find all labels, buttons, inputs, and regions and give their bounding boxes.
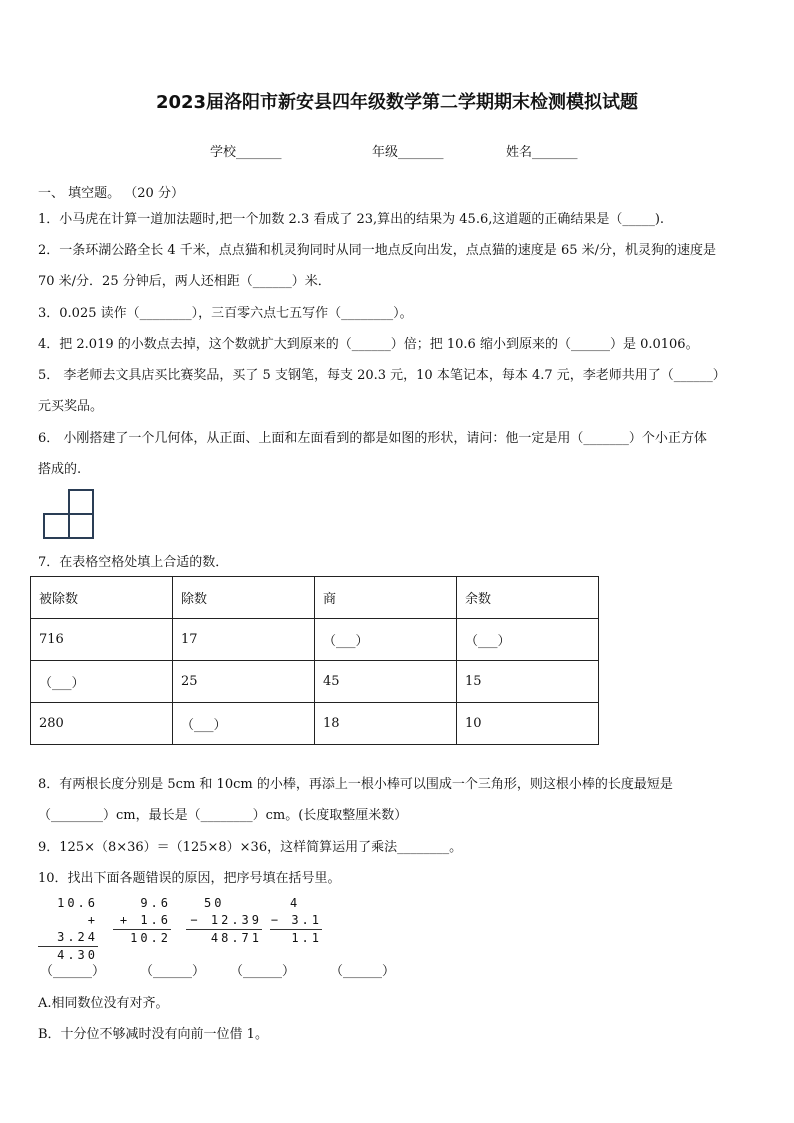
table-cell: 18 (315, 703, 457, 745)
vertical-calc-1 (38, 895, 98, 964)
question-5-line2: 元买奖品。 (38, 399, 104, 414)
calc-operand: 4 (290, 896, 301, 910)
calc-operand: 9.6 (140, 896, 171, 910)
question-7: 7．在表格空格处填上合适的数． (38, 555, 229, 570)
table-cell: 45 (315, 661, 457, 703)
division-table (30, 576, 599, 745)
table-cell: 25 (173, 661, 315, 703)
table-row (31, 661, 599, 703)
question-3: 3．0.025 读作（________），三百零六点七五写作（________）。 (38, 306, 413, 321)
question-1: 1．小马虎在计算一道加法题时,把一个加数 2.3 看成了 23,算出的结果为 45.6,这道题的正确结果是（_____). (38, 212, 665, 227)
table-cell: 除数 (173, 577, 315, 619)
question-2-line2: 70 米/分．25 分钟后，两人还相距（______）米． (38, 274, 331, 289)
school-field[interactable]: 学校_______ (210, 145, 282, 160)
name-field[interactable]: 姓名_______ (506, 145, 578, 160)
grade-field[interactable]: 年级_______ (372, 145, 444, 160)
calc-operand: + 1.6 (119, 913, 171, 927)
answer-blank[interactable]: （______） (230, 964, 296, 979)
table-cell: 15 (457, 661, 599, 703)
option-b: B．十分位不够减时没有向前一位借 1。 (38, 1027, 268, 1042)
question-8-line2: （________）cm，最长是（________）cm。(长度取整厘米数） (38, 808, 408, 823)
question-6-line1: 6． 小刚搭建了一个几何体，从正面、上面和左面看到的都是如图的形状，请问：他一定是用（_______）个小正方体 (38, 431, 707, 446)
table-cell: 被除数 (31, 577, 173, 619)
calc-result: 4.30 (38, 946, 98, 964)
table-cell: 17 (173, 619, 315, 661)
table-header-row (31, 577, 599, 619)
option-a: A.相同数位没有对齐。 (38, 996, 169, 1011)
table-row (31, 703, 599, 745)
question-8-line1: 8．有两根长度分别是 5cm 和 10cm 的小棒，再添上一根小棒可以围成一个三角形，则这根小棒的长度最短是 (38, 777, 673, 792)
table-cell: 商 (315, 577, 457, 619)
table-cell: 280 (31, 703, 173, 745)
table-cell: 10 (457, 703, 599, 745)
cube-bottom-right (68, 513, 94, 539)
calc-result: 48.71 (186, 929, 262, 947)
cube-top (68, 489, 94, 515)
cube-bottom-left (43, 513, 70, 539)
page-title: 2023届洛阳市新安县四年级数学第二学期期末检测模拟试题 (155, 92, 639, 113)
table-cell[interactable]: （___） (315, 619, 457, 661)
question-4: 4．把 2.019 的小数点去掉，这个数就扩大到原来的（______）倍；把 10.6 缩小到原来的（______）是 0.0106。 (38, 337, 699, 352)
vertical-calc-4 (270, 895, 322, 947)
table-cell[interactable]: （___） (31, 661, 173, 703)
question-6-line2: 搭成的. (38, 462, 82, 477)
answer-blank[interactable]: （______） (40, 964, 106, 979)
question-5-line1: 5． 李老师去文具店买比赛奖品，买了 5 支钢笔，每支 20.3 元，10 本笔记本，每本 4.7 元，李老师共用了（______） (38, 368, 726, 383)
table-cell[interactable]: （___） (173, 703, 315, 745)
answer-blank[interactable]: （______） (330, 964, 396, 979)
calc-operand: − 12.39 (190, 913, 262, 927)
calc-operand: 50 (204, 896, 225, 910)
table-cell[interactable]: （___） (457, 619, 599, 661)
calc-operand: − 3.1 (270, 913, 322, 927)
table-cell: 余数 (457, 577, 599, 619)
vertical-calc-2 (113, 895, 171, 947)
table-row (31, 619, 599, 661)
vertical-calc-3 (186, 895, 262, 947)
table-cell: 716 (31, 619, 173, 661)
question-10: 10．找出下面各题错误的原因，把序号填在括号里。 (38, 871, 341, 886)
answer-blank[interactable]: （______） (140, 964, 206, 979)
question-9: 9．125×（8×36）＝（125×8）×36，这样简算运用了乘法________。 (38, 840, 463, 855)
calc-operand: + 3.24 (57, 913, 98, 944)
calc-result: 1.1 (270, 929, 322, 947)
section-heading: 一、 填空题。 （20 分） (38, 186, 184, 201)
calc-operand: 10.6 (57, 896, 98, 910)
question-2-line1: 2．一条环湖公路全长 4 千米，点点猫和机灵狗同时从同一地点反向出发，点点猫的速度是 65 米/分，机灵狗的速度是 (38, 243, 716, 258)
calc-result: 10.2 (113, 929, 171, 947)
